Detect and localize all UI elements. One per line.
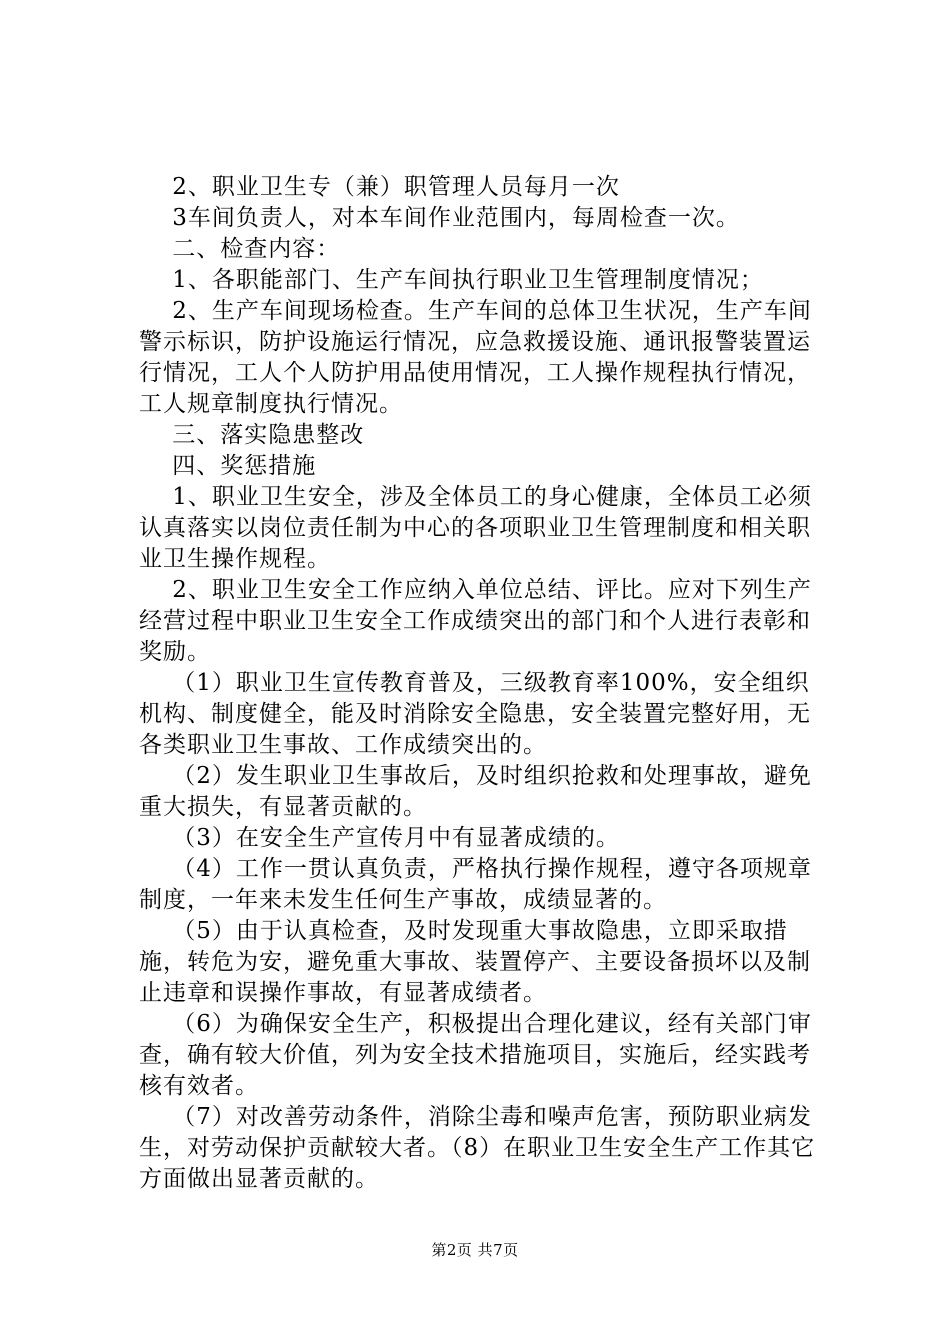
- paragraph: 2、职业卫生安全工作应纳入单位总结、评比。应对下列生产经营过程中职业卫生安全工作成绩突出的部门和个人进行表彰和奖励。: [139, 577, 812, 665]
- list-item: （2）发生职业卫生事故后，及时组织抢救和处理事故，避免重大损失，有显著贡献的。: [139, 763, 812, 820]
- list-item: （5）由于认真检查，及时发现重大事故隐患，立即采取措施，转危为安，避免重大事故、装置停产、主要设备损坏以及制止违章和误操作事故，有显著成绩者。: [139, 918, 811, 1006]
- page-footer: 第2页 共7页: [431, 1241, 519, 1259]
- list-item: （6）为确保安全生产，积极提出合理化建议，经有关部门审查，确有较大价值，列为安全技术措施项目，实施后，经实践考核有效者。: [139, 1011, 812, 1099]
- list-item: （4）工作一贯认真负责，严格执行操作规程，遵守各项规章制度，一年来未发生任何生产事故，成绩显著的。: [139, 856, 812, 913]
- section-heading: 三、落实隐患整改: [139, 422, 365, 448]
- paragraph: 1、职业卫生安全，涉及全体员工的身心健康，全体员工必须认真落实以岗位责任制为中心的各项职业卫生管理制度和相关职业卫生操作规程。: [139, 484, 812, 572]
- list-item: （3）在安全生产宣传月中有显著成绩的。: [139, 825, 620, 851]
- list-item: （7）对改善劳动条件，消除尘毒和噪声危害，预防职业病发生，对劳动保护贡献较大者。（8）在职业卫生安全生产工作其它方面做出显著贡献的。: [139, 1104, 816, 1192]
- paragraph: 3车间负责人，对本车间作业范围内，每周检查一次。: [139, 205, 740, 231]
- paragraph: 2、职业卫生专（兼）职管理人员每月一次: [139, 174, 620, 200]
- paragraph: 2、生产车间现场检查。生产车间的总体卫生状况，生产车间警示标识，防护设施运行情况，应急救援设施、通讯报警装置运行情况，工人个人防护用品使用情况，工人操作规程执行情况，工人规章制度执行情况。: [139, 298, 812, 417]
- section-heading: 四、奖惩措施: [139, 453, 317, 479]
- document-body: [139, 172, 829, 1195]
- section-heading: 二、检查内容：: [139, 236, 341, 262]
- paragraph: 1、各职能部门、生产车间执行职业卫生管理制度情况；: [139, 267, 764, 293]
- list-item: （1）职业卫生宣传教育普及，三级教育率100%，安全组织机构、制度健全，能及时消除安全隐患，安全装置完整好用，无各类职业卫生事故、工作成绩突出的。: [139, 670, 811, 758]
